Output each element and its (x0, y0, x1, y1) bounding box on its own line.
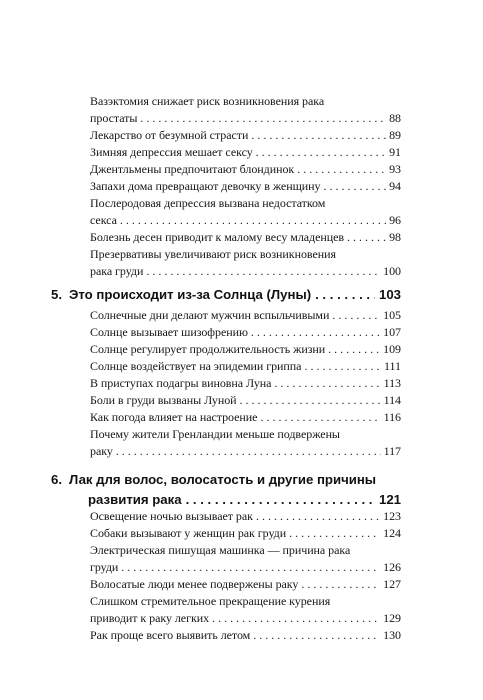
toc-entry[interactable] (90, 593, 401, 627)
toc-page-number: 100 (383, 264, 401, 278)
toc-dot-leader (116, 443, 381, 460)
toc-entry-title: Солнце вызывает шизофрению (90, 325, 248, 339)
toc-entry-line (90, 341, 401, 358)
chapter-heading[interactable] (51, 285, 401, 305)
toc-entry[interactable] (90, 324, 401, 341)
toc-entry[interactable] (90, 375, 401, 392)
toc-entry[interactable] (90, 246, 401, 280)
toc-entry[interactable] (90, 508, 401, 525)
toc-entry[interactable] (90, 392, 401, 409)
toc-entry-title: Вазэктомия снижает риск возникновения рака (90, 94, 325, 108)
toc-page-number: 94 (389, 179, 401, 193)
toc-entry-title: Электрическая пишущая машинка — причина рака (90, 543, 351, 557)
toc-entry-title: Как погода влияет на настроение (90, 410, 258, 424)
chapter-heading-line (51, 285, 401, 305)
toc-dot-leader (289, 525, 380, 542)
chapter-heading-line (51, 470, 401, 490)
toc-dot-leader (121, 559, 380, 576)
toc-entry[interactable] (90, 358, 401, 375)
toc-entry-line (90, 110, 401, 127)
toc-page-number: 96 (389, 213, 401, 227)
chapter-heading[interactable] (51, 470, 401, 510)
toc-entry[interactable] (90, 178, 401, 195)
toc-page-number: 130 (383, 628, 401, 642)
toc-page-number: 113 (383, 376, 401, 390)
toc-entry-line (90, 576, 401, 593)
toc-dot-leader (120, 212, 386, 229)
toc-entry-line (90, 627, 401, 644)
chapter-number: 6. (51, 472, 62, 487)
chapter-page-number: 121 (378, 492, 401, 507)
toc-entry-title: Джентльмены предпочитают блондинок (90, 162, 295, 176)
toc-page-number: 127 (383, 577, 401, 591)
toc-entry-line (90, 178, 401, 195)
chapter-title-text: Это происходит из-за Солнца (Луны) (69, 287, 312, 302)
toc-entry[interactable] (90, 93, 401, 127)
toc-entry-line (90, 195, 401, 212)
toc-page-number: 107 (383, 325, 401, 339)
toc-entry-line (90, 263, 401, 280)
toc-entry-line (90, 93, 401, 110)
toc-entry-line (90, 559, 401, 576)
toc-page-number: 89 (389, 128, 401, 142)
toc-entry[interactable] (90, 195, 401, 229)
toc-page-number: 88 (389, 111, 401, 125)
toc-entry-line (90, 161, 401, 178)
toc-dot-leader (186, 490, 375, 510)
toc-dot-leader (274, 375, 380, 392)
toc-page-number: 114 (383, 393, 401, 407)
toc-dot-leader (140, 110, 386, 127)
toc-dot-leader (251, 127, 386, 144)
toc-entry[interactable] (90, 127, 401, 144)
toc-entry-title: Послеродовая депрессия вызвана недостатком (90, 196, 326, 210)
toc-entry-line (90, 542, 401, 559)
toc-entry[interactable] (90, 525, 401, 542)
toc-entry-line (90, 229, 401, 246)
toc-entry-line (90, 593, 401, 610)
toc-entry-line (90, 508, 401, 525)
toc-entry-line (90, 375, 401, 392)
toc-entry-title: В приступах подагры виновна Луна (90, 376, 272, 390)
toc-dot-leader (347, 229, 386, 246)
toc-dot-leader (328, 341, 380, 358)
toc-entry-title: Собаки вызывают у женщин рак груди (90, 526, 287, 540)
toc-entry-title: Боли в груди вызваны Луной (90, 393, 237, 407)
toc-dot-leader (301, 576, 380, 593)
toc-page-number: 91 (389, 145, 401, 159)
toc-dot-leader (332, 307, 380, 324)
toc-entry-line (90, 392, 401, 409)
toc-dot-leader (251, 324, 380, 341)
toc-entry-line (90, 127, 401, 144)
chapter-title-text: Лак для волос, волосатость и другие причины (69, 472, 377, 487)
toc-entry-line (90, 610, 401, 627)
toc-entry-title: Болезнь десен приводит к малому весу младенцев (90, 230, 345, 244)
chapter-number: 5. (51, 287, 62, 302)
toc-page-number: 98 (389, 230, 401, 244)
toc-page-number: 124 (383, 526, 401, 540)
chapter-title-text: развития рака (88, 492, 182, 507)
toc-entry-line (90, 324, 401, 341)
toc-page-number: 116 (383, 410, 401, 424)
toc-dot-leader (256, 508, 380, 525)
toc-entry[interactable] (90, 426, 401, 460)
toc-entry[interactable] (90, 161, 401, 178)
toc-entry-title: Лекарство от безумной страсти (90, 128, 249, 142)
toc-entry-title: рака груди (90, 264, 144, 278)
toc-entry-title: Солнце регулирует продолжительность жизни (90, 342, 326, 356)
chapter-heading-line (51, 490, 401, 510)
toc-entry-line (90, 443, 401, 460)
toc-dot-leader (297, 161, 386, 178)
toc-entry[interactable] (90, 409, 401, 426)
toc-dot-leader (304, 358, 381, 375)
toc-entry-title: Солнечные дни делают мужчин вспыльчивыми (90, 308, 330, 322)
chapter-title (51, 470, 376, 490)
toc-entry-title: груди (90, 560, 119, 574)
toc-dot-leader (323, 178, 386, 195)
toc-entry-title: Освещение ночью вызывает рак (90, 509, 253, 523)
toc-page-number: 93 (389, 162, 401, 176)
toc-entry-title: Презервативы увеличивают риск возникновения (90, 247, 336, 261)
toc-entry-line (90, 307, 401, 324)
toc-entry[interactable] (90, 341, 401, 358)
toc-entry-line (90, 212, 401, 229)
toc-entry-title: раку (90, 444, 113, 458)
toc-entry-line (90, 246, 401, 263)
toc-dot-leader (240, 392, 381, 409)
toc-entry-title: Запахи дома превращают девочку в женщину (90, 179, 321, 193)
toc-dot-leader (212, 610, 380, 627)
toc-dot-leader (146, 263, 380, 280)
toc-entry-title: Волосатые люди менее подвержены раку (90, 577, 299, 591)
toc-entry[interactable] (90, 307, 401, 324)
toc-entry-title: простаты (90, 111, 138, 125)
toc-page-number: 109 (383, 342, 401, 356)
toc-dot-leader (315, 285, 375, 305)
toc-entry-title: Зимняя депрессия мешает сексу (90, 145, 253, 159)
toc-page-number: 126 (383, 560, 401, 574)
toc-entry-line (90, 525, 401, 542)
toc-dot-leader (256, 144, 386, 161)
toc-page-number: 117 (383, 444, 401, 458)
toc-entry[interactable] (90, 144, 401, 161)
toc-dot-leader (253, 627, 380, 644)
toc-entry-title: Солнце воздействует на эпидемии гриппа (90, 359, 302, 373)
toc-entry-line (90, 409, 401, 426)
toc-entry-line (90, 426, 401, 443)
toc-entry-title: Рак проще всего выявить летом (90, 628, 251, 642)
toc-entry-title: Почему жители Гренландии меньше подвержены (90, 427, 340, 441)
toc-entry[interactable] (90, 627, 401, 644)
chapter-title (51, 285, 311, 305)
toc-page-number: 111 (384, 359, 401, 373)
toc-entry[interactable] (90, 542, 401, 576)
toc-entry-line (90, 144, 401, 161)
toc-entry[interactable] (90, 229, 401, 246)
toc-entry[interactable] (90, 576, 401, 593)
toc-page-number: 105 (383, 308, 401, 322)
toc-page-number: 129 (383, 611, 401, 625)
toc-entry-title: секса (90, 213, 117, 227)
toc-dot-leader (260, 409, 380, 426)
toc-entry-line (90, 358, 401, 375)
chapter-page-number: 103 (378, 287, 401, 302)
toc-entry-title: приводит к раку легких (90, 611, 210, 625)
toc-entry-title: Слишком стремительное прекращение курения (90, 594, 331, 608)
toc-page-number: 123 (383, 509, 401, 523)
